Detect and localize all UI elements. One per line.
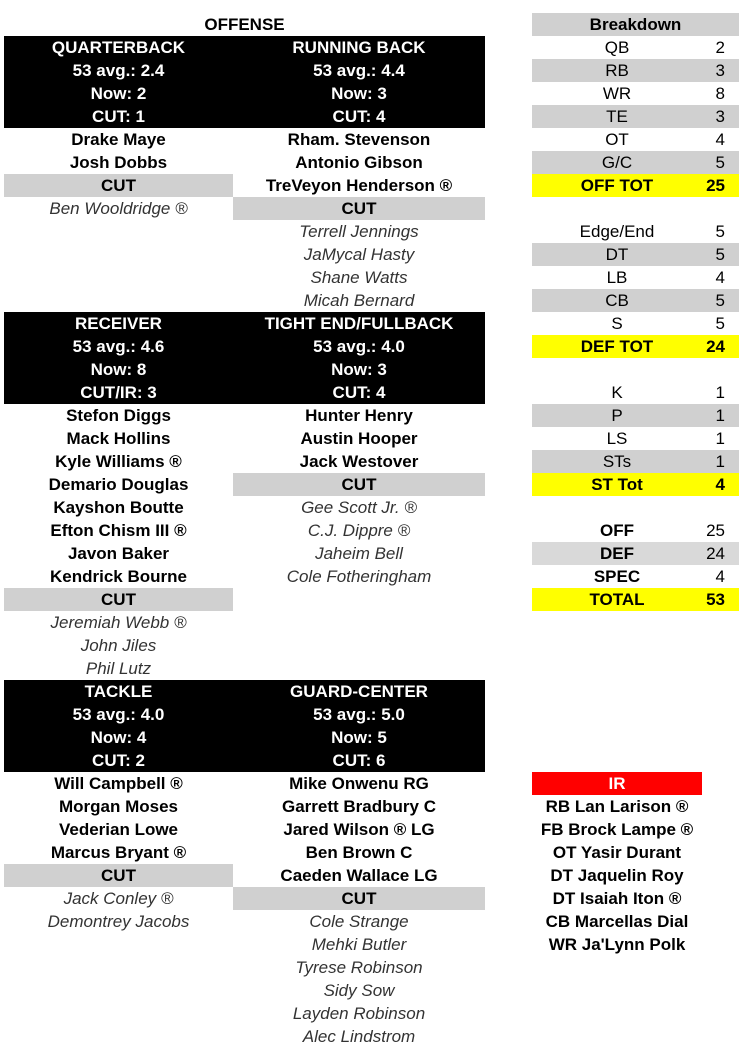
breakdown-st-row-value: 1: [715, 429, 725, 448]
gc-cut-player: Alec Lindstrom: [302, 1027, 416, 1046]
te-cut-player: Jaheim Bell: [315, 544, 403, 563]
breakdown-st-row: [532, 404, 739, 427]
ot-cut-player: Demontrey Jacobs: [47, 912, 190, 931]
breakdown-summary-row-value: 4: [715, 567, 725, 586]
breakdown-summary-row-value: 25: [706, 521, 725, 540]
gc-cut-label: CUT: [233, 887, 485, 910]
breakdown-off-row: [532, 105, 739, 128]
breakdown-off-row: [532, 82, 739, 105]
ir-player: OT Yasir Durant: [552, 843, 682, 862]
rb-cut-player: Shane Watts: [310, 268, 408, 287]
breakdown-off-row: [532, 128, 739, 151]
qb-cut-player: Ben Wooldridge ®: [49, 199, 188, 218]
wr-avg: 53 avg.: 4.6: [72, 337, 165, 356]
gc-cut-player: Sidy Sow: [323, 981, 395, 1000]
breakdown-st-row-label: P: [611, 406, 623, 425]
wr-cut-player: Jeremiah Webb ®: [50, 613, 187, 632]
breakdown-st-row: [532, 427, 739, 450]
gc-cut-player: Tyrese Robinson: [295, 958, 423, 977]
breakdown-off-row-label: QB: [604, 38, 630, 57]
breakdown-st-row: [532, 450, 739, 473]
te-header: TIGHT END/FULLBACK: [264, 314, 454, 333]
breakdown-st-row-value: 1: [715, 452, 725, 471]
breakdown-off-row-value: 3: [715, 107, 725, 126]
breakdown-summary-row-value: 24: [706, 544, 725, 563]
breakdown-def-row-label: CB: [605, 291, 629, 310]
qb-cut-label: CUT: [4, 174, 233, 197]
qb-cut-count: CUT: 1: [92, 107, 145, 126]
breakdown-off-row-value: 4: [715, 130, 725, 149]
te-avg: 53 avg.: 4.0: [313, 337, 405, 356]
breakdown-st-row-value: 1: [715, 406, 725, 425]
te-player: Austin Hooper: [300, 429, 418, 448]
breakdown-off-total-label: OFF TOT: [580, 176, 654, 195]
breakdown-off-row-label: OT: [605, 130, 629, 149]
breakdown-title: Breakdown: [532, 13, 739, 36]
breakdown-grand-total-value: 53: [706, 590, 725, 609]
breakdown-off-row-value: 5: [715, 153, 725, 172]
wr-cut-count: CUT/IR: 3: [80, 383, 157, 402]
breakdown-def-total-label: DEF TOT: [580, 337, 654, 356]
gc-player: Garrett Bradbury C: [282, 797, 436, 816]
breakdown-summary-row-label: DEF: [600, 544, 634, 563]
breakdown-summary-row: [532, 519, 739, 542]
te-now: Now: 3: [331, 360, 387, 379]
wr-cut-player: Phil Lutz: [85, 659, 152, 678]
gc-cut-count: CUT: 6: [332, 751, 386, 770]
wr-player: Kayshon Boutte: [53, 498, 184, 517]
rb-cut-label: CUT: [233, 197, 485, 220]
breakdown-st-row: [532, 381, 739, 404]
breakdown-def-row-value: 4: [715, 268, 725, 287]
breakdown-def-row-label: DT: [605, 245, 629, 264]
te-player: Jack Westover: [299, 452, 419, 471]
breakdown-grand-total-label: TOTAL: [589, 590, 645, 609]
rb-player: Antonio Gibson: [295, 153, 423, 172]
gc-player: Mike Onwenu RG: [289, 774, 429, 793]
wr-cut-label: CUT: [4, 588, 233, 611]
te-cut-player: C.J. Dippre ®: [307, 521, 411, 540]
wr-player: Efton Chism III ®: [50, 521, 187, 540]
gc-cut-player: Cole Strange: [309, 912, 409, 931]
ir-player: DT Isaiah Iton ®: [552, 889, 682, 908]
ir-player: DT Jaquelin Roy: [550, 866, 684, 885]
wr-header: RECEIVER: [75, 314, 162, 333]
rb-cut-count: CUT: 4: [332, 107, 386, 126]
rb-cut-player: JaMycal Hasty: [303, 245, 415, 264]
breakdown-def-row-label: LB: [606, 268, 628, 287]
breakdown-off-total: [532, 174, 739, 197]
qb-avg: 53 avg.: 2.4: [72, 61, 165, 80]
breakdown-st-total: [532, 473, 739, 496]
wr-player: Kyle Williams ®: [55, 452, 182, 471]
breakdown-def-row: [532, 220, 739, 243]
breakdown-summary-row-label: SPEC: [593, 567, 641, 586]
rb-player: TreVeyon Henderson ®: [265, 176, 453, 195]
breakdown-off-row-label: RB: [605, 61, 629, 80]
breakdown-off-row-label: WR: [602, 84, 632, 103]
ot-player: Marcus Bryant ®: [50, 843, 187, 862]
breakdown-st-total-label: ST Tot: [591, 475, 643, 494]
ir-player: RB Lan Larison ®: [545, 797, 689, 816]
breakdown-off-row-value: 3: [715, 61, 725, 80]
wr-player: Stefon Diggs: [66, 406, 171, 425]
breakdown-def-total-value: 24: [706, 337, 725, 356]
te-cut-label: CUT: [233, 473, 485, 496]
breakdown-off-row: [532, 151, 739, 174]
breakdown-def-row-value: 5: [715, 245, 725, 264]
gc-player: Jared Wilson ® LG: [283, 820, 435, 839]
wr-player: Javon Baker: [67, 544, 170, 563]
rb-avg: 53 avg.: 4.4: [313, 61, 405, 80]
wr-player: Mack Hollins: [66, 429, 171, 448]
ot-player: Will Campbell ®: [54, 774, 183, 793]
ot-cut-count: CUT: 2: [92, 751, 145, 770]
breakdown-st-row-label: LS: [606, 429, 628, 448]
breakdown-off-row-label: TE: [606, 107, 628, 126]
gc-player: Ben Brown C: [305, 843, 413, 862]
qb-now: Now: 2: [90, 84, 147, 103]
breakdown-def-row: [532, 266, 739, 289]
breakdown-def-total: [532, 335, 739, 358]
te-cut-player: Cole Fotheringham: [286, 567, 432, 586]
te-cut-count: CUT: 4: [332, 383, 386, 402]
gc-now: Now: 5: [331, 728, 387, 747]
breakdown-st-row-value: 1: [715, 383, 725, 402]
ir-title: IR: [532, 772, 702, 795]
breakdown-off-row: [532, 59, 739, 82]
breakdown-grand-total: [532, 588, 739, 611]
te-player: Hunter Henry: [305, 406, 413, 425]
breakdown-summary-row: [532, 542, 739, 565]
breakdown-def-row-label: Edge/End: [579, 222, 655, 241]
breakdown-def-row: [532, 243, 739, 266]
breakdown-def-row-value: 5: [715, 314, 725, 333]
breakdown-off-row-value: 2: [715, 38, 725, 57]
breakdown-off-row-value: 8: [715, 84, 725, 103]
wr-now: Now: 8: [90, 360, 147, 379]
breakdown-st-total-value: 4: [715, 475, 725, 494]
ot-now: Now: 4: [90, 728, 147, 747]
breakdown-off-row-label: G/C: [601, 153, 633, 172]
qb-player: Josh Dobbs: [69, 153, 168, 172]
breakdown-st-row-label: STs: [602, 452, 632, 471]
ot-header: TACKLE: [84, 682, 153, 701]
ir-player: FB Brock Lampe ®: [540, 820, 694, 839]
breakdown-summary-row-label: OFF: [600, 521, 634, 540]
gc-cut-player: Layden Robinson: [292, 1004, 426, 1023]
qb-header: QUARTERBACK: [51, 38, 186, 57]
ir-player: CB Marcellas Dial: [545, 912, 689, 931]
breakdown-def-row-value: 5: [715, 222, 725, 241]
breakdown-def-row: [532, 289, 739, 312]
rb-now: Now: 3: [331, 84, 387, 103]
wr-player: Demario Douglas: [48, 475, 189, 494]
rb-header: RUNNING BACK: [292, 38, 426, 57]
rb-cut-player: Terrell Jennings: [299, 222, 419, 241]
wr-cut-player: John Jiles: [80, 636, 157, 655]
wr-player: Kendrick Bourne: [50, 567, 187, 586]
ot-player: Morgan Moses: [58, 797, 179, 816]
breakdown-st-row-label: K: [611, 383, 623, 402]
breakdown-off-total-value: 25: [706, 176, 725, 195]
breakdown-summary-row: [532, 565, 739, 588]
gc-avg: 53 avg.: 5.0: [313, 705, 405, 724]
ot-player: Vederian Lowe: [58, 820, 179, 839]
offense-title: OFFENSE: [204, 15, 285, 34]
ot-avg: 53 avg.: 4.0: [72, 705, 165, 724]
breakdown-off-row: [532, 36, 739, 59]
ot-cut-player: Jack Conley ®: [63, 889, 174, 908]
qb-player: Drake Maye: [71, 130, 166, 149]
gc-cut-player: Mehki Butler: [311, 935, 407, 954]
ir-player: WR Ja'Lynn Polk: [548, 935, 686, 954]
rb-player: Rham. Stevenson: [287, 130, 431, 149]
breakdown-def-row-label: S: [611, 314, 623, 333]
gc-player: Caeden Wallace LG: [280, 866, 438, 885]
breakdown-def-row-value: 5: [715, 291, 725, 310]
gc-header: GUARD-CENTER: [290, 682, 428, 701]
breakdown-def-row: [532, 312, 739, 335]
rb-cut-player: Micah Bernard: [303, 291, 415, 310]
te-cut-player: Gee Scott Jr. ®: [301, 498, 417, 517]
ot-cut-label: CUT: [4, 864, 233, 887]
